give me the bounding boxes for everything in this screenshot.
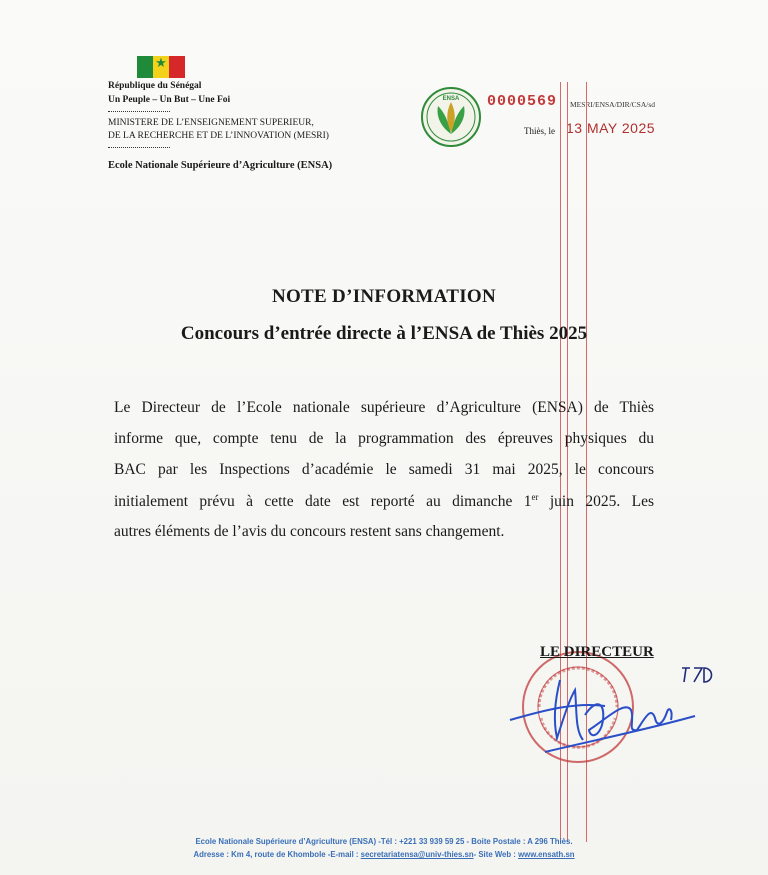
- director-signature: [505, 660, 700, 760]
- ensa-logo-icon: [420, 86, 482, 148]
- country-name: République du Sénégal: [108, 81, 202, 91]
- footer-website-link[interactable]: www.ensath.sn: [518, 850, 575, 859]
- footer-email-link[interactable]: secretariatensa@univ-thies.sn: [360, 850, 474, 859]
- ordinal-suffix: er: [531, 492, 539, 502]
- body-line-4: [114, 492, 654, 511]
- logo-label: ENSA: [442, 96, 460, 102]
- reference-code: MESRI/ENSA/DIR/CSA/sd: [570, 100, 656, 109]
- date-stamp: 13 MAY 2025: [566, 120, 656, 136]
- city-label: Thiès, le: [524, 126, 555, 136]
- header-separator: [108, 111, 170, 112]
- footer-address: Adresse : Km 4, route de Khombole -E-mail :: [193, 850, 361, 859]
- senegal-flag-icon: ★: [137, 56, 185, 78]
- school-name: Ecole Nationale Supérieure d’Agriculture (ENSA): [108, 160, 333, 171]
- reference-number-stamp: 0000569: [487, 93, 558, 110]
- body-line-4-end: juin 2025. Les: [538, 493, 654, 511]
- body-line-5: autres éléments de l’avis du concours restent sans changement.: [114, 523, 505, 540]
- body-line-2: informe que, compte tenu de la programmation des épreuves physiques du: [114, 430, 654, 447]
- signatory-title: LE DIRECTEUR: [540, 644, 654, 660]
- footer-address-line: [0, 850, 768, 859]
- body-line-3: BAC par les Inspections d’académie le samedi 31 mai 2025, le concours: [114, 461, 654, 478]
- header-separator: [108, 147, 170, 148]
- document-title: NOTE D’INFORMATION: [271, 286, 497, 307]
- ministry-line-2: DE LA RECHERCHE ET DE L’INNOVATION (MESRI): [108, 131, 329, 141]
- footer-website-label: - Site Web :: [473, 850, 519, 859]
- national-motto: Un Peuple – Un But – Une Foi: [108, 95, 231, 105]
- body-line-1: Le Directeur de l’Ecole nationale supérieure d’Agriculture (ENSA) de Thiès: [114, 399, 654, 416]
- ministry-line-1: MINISTERE DE L’ENSEIGNEMENT SUPERIEUR,: [108, 118, 314, 128]
- document-subtitle: Concours d’entrée directe à l’ENSA de Thiès 2025: [180, 323, 588, 344]
- footer-contact-line: Ecole Nationale Supérieure d’Agriculture (ENSA) -Tél : +221 33 939 59 25 - Boite Postale : A 296 Thiès.: [195, 837, 573, 846]
- body-line-4-text: initialement prévu à cette date est reporté au dimanche 1: [114, 493, 532, 511]
